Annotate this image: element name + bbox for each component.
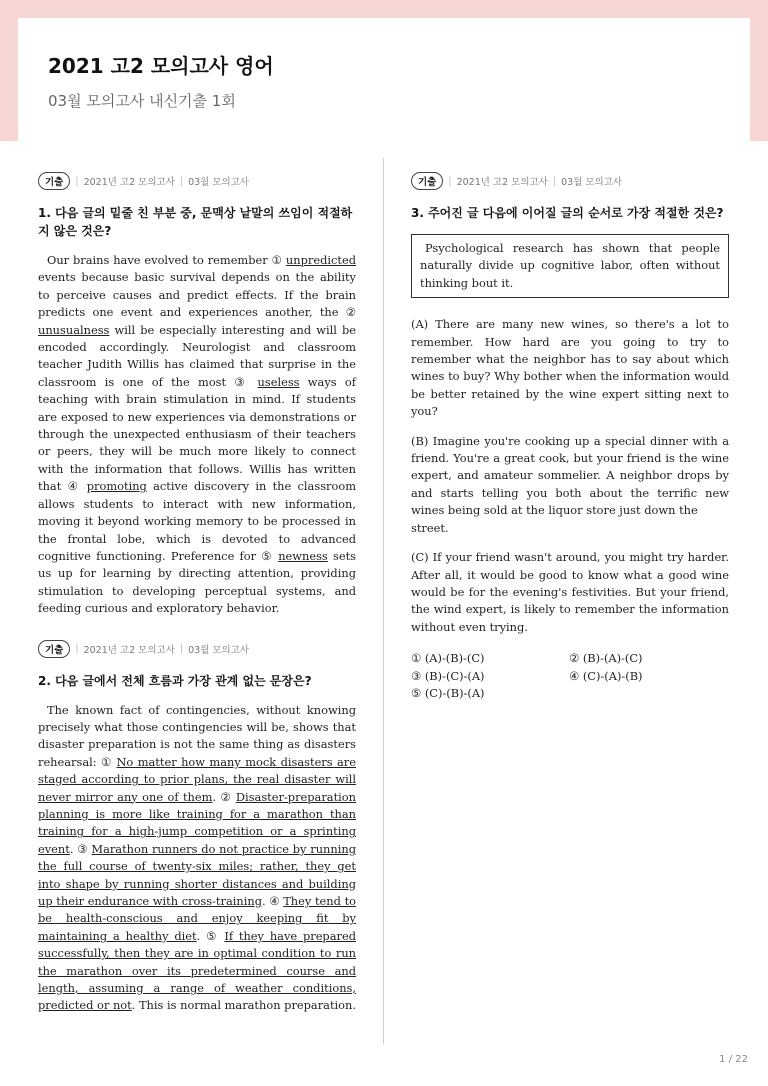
passage-run: sets us up for learning by directing attention, providing stimulation to developing perceptual systems, and feeding curious and exploratory behavior. (38, 548, 356, 616)
left-column (38, 172, 356, 1015)
paragraph-b: (B) Imagine you're cooking up a special dinner with a friend. You're a great cook, but your friend is the wine expert, and amateur sommelier. A neighbor drops by and starts telling you both about the terrific new wines being sold at the liquor store just down the street. (411, 433, 729, 535)
underlined-phrase: unpredicted (285, 253, 356, 267)
question-3 (411, 172, 729, 702)
paragraph-a: (A) There are many new wines, so there's a lot to remember. How hard are you going to try to remember what the neighbor has to say about which wines to buy? Why bother when the information would be better retained by the wine expert sitting next to you? (411, 317, 729, 419)
source-badge: 기출 (411, 172, 443, 190)
choice-4[interactable]: ④ (C)-(A)-(B) (569, 668, 643, 683)
question-prompt: 2. 다음 글에서 전체 흐름과 가장 관계 없는 문장은? (38, 673, 312, 688)
answer-choices (411, 650, 729, 702)
source-year: 2021년 고2 모의고사 (456, 177, 548, 188)
underlined-phrase: Disaster-preparation planning is more like training for a marathon than training for a high-jump competition or a sprinting event (38, 789, 357, 856)
passage-run: events because basic survival depends on the ability to perceive causes and predict effects. If the brain predicts one event and experiences another, the ② (38, 270, 356, 320)
header-card (18, 18, 750, 141)
passage-run: . ④ (262, 894, 284, 908)
right-column (411, 172, 729, 702)
passage-run: ways of teaching with brain stimulation in mind. If students are exposed to new experiences via demonstrations or through the unexpected enthusiasm of their teachers or peers, they will be much more likely to connect with the information that follows. Willis has written that ④ (38, 374, 356, 494)
underlined-phrase: If they have prepared successfully, then they are in optimal condition to run the marathon over its predetermined course and length, assuming a range of weather conditions, predicted or not (38, 928, 356, 1013)
underlined-phrase: They tend to be health-conscious and enjoy keeping fit by maintaining a healthy diet (38, 894, 357, 943)
passage-run: will be especially interesting and will be encoded accordingly. Neurologist and classroom teacher Judith Willis has claimed that surprise in the classroom is one of the most ③ (38, 322, 356, 389)
underlined-phrase: useless (257, 374, 300, 389)
passage-run: . ⑤ (196, 928, 225, 943)
page-title: 2021 고2 모의고사 영어 (48, 54, 274, 78)
paragraph-c: (C) If your friend wasn't around, you might try harder. After all, it would be good to know what a good wine would be for the evening's festivities. But your friend, the wind expert, is likely to remember the information without even trying. (411, 550, 729, 634)
source-separator: | (179, 175, 184, 187)
passage-run: . ② (212, 789, 236, 804)
source-separator: | (75, 175, 79, 187)
passage-run: . This is normal marathon preparation. (131, 998, 356, 1013)
source-month: 03월 모의고사 (188, 177, 250, 188)
passage-run: The known fact of contingencies, without knowing precisely what those contingencies will be, shows that disaster preparation is not the same thing as disasters rehearsal: ① (38, 702, 356, 769)
passage-run: Our brains have evolved to remember ① (47, 253, 286, 267)
source-separator: | (448, 175, 452, 187)
question-2 (38, 640, 356, 1015)
underlined-phrase: promoting (86, 479, 147, 494)
source-month: 03월 모의고사 (188, 644, 250, 656)
source-separator: | (552, 175, 557, 187)
question-1 (38, 172, 356, 618)
source-badge: 기출 (38, 640, 70, 658)
source-separator: | (179, 643, 184, 655)
underlined-phrase: newness (278, 548, 328, 563)
choice-5[interactable]: ⑤ (C)-(B)-(A) (411, 685, 485, 700)
column-divider (383, 158, 384, 1044)
page-subtitle: 03월 모의고사 내신기출 1회 (48, 92, 236, 110)
underlined-phrase: No matter how many mock disasters are staged according to prior plans, the real disaster will never mirror any one of them (38, 754, 356, 804)
source-year: 2021년 고2 모의고사 (83, 644, 175, 656)
passage-run: active discovery in the classroom allows students to interact with new information, moving it beyond working memory to be processed in the frontal lobe, which is devoted to advanced cognitive functioning. Preference for ⑤ (38, 479, 356, 563)
choice-3[interactable]: ③ (B)-(C)-(A) (411, 668, 485, 683)
question-prompt: 1. 다음 글의 밑줄 친 부분 중, 문맥상 낱말의 쓰임이 적절하지 않은 것은? (38, 206, 353, 238)
passage-text (38, 702, 356, 1015)
underlined-phrase: Marathon runners do not practice by running the full course of twenty-six miles; rather, they get into shape by running shorter distances and building up their endurance with cross-training (38, 841, 356, 908)
question-source (38, 172, 356, 190)
source-badge: 기출 (38, 172, 70, 190)
passage-run: . ③ (69, 841, 92, 856)
choice-2[interactable]: ② (B)-(A)-(C) (569, 651, 643, 666)
underlined-phrase: unusualness (38, 322, 110, 337)
question-source (411, 172, 729, 190)
source-year: 2021년 고2 모의고사 (83, 177, 175, 188)
choice-1[interactable]: ① (A)-(B)-(C) (411, 651, 485, 666)
question-source (38, 640, 356, 658)
question-prompt: 3. 주어진 글 다음에 이어질 글의 순서로 가장 적절한 것은? (411, 206, 724, 220)
given-passage-box: Psychological research has shown that people naturally divide up cognitive labor, often without thinking bout it. (411, 234, 729, 298)
source-month: 03월 모의고사 (561, 177, 623, 188)
passage-text (38, 252, 356, 618)
page-number: 1 / 22 (719, 1054, 748, 1065)
source-separator: | (75, 643, 79, 655)
